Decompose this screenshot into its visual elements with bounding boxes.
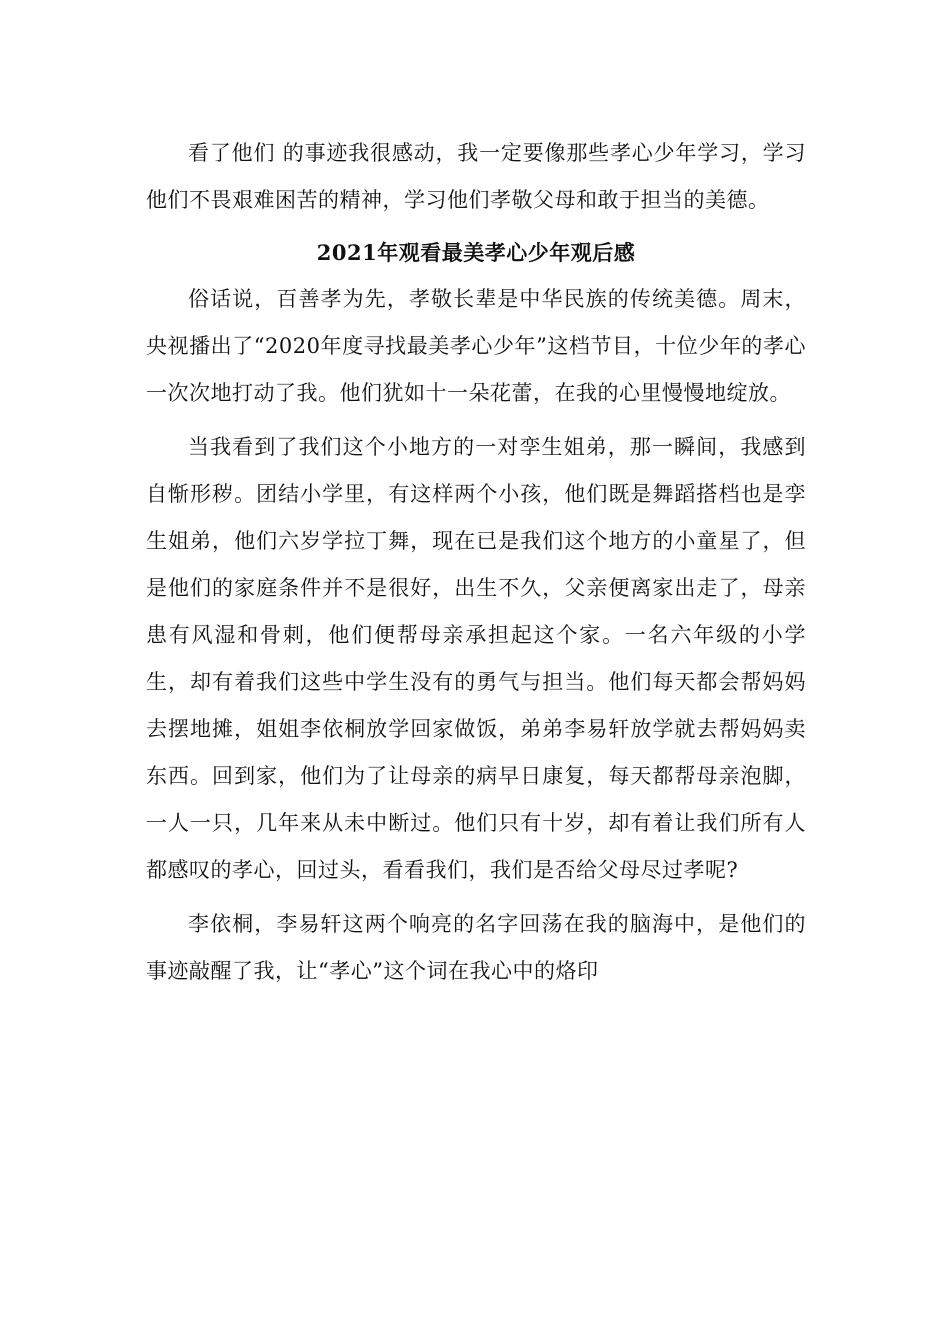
intro-paragraph: 看了他们 的事迹我很感动，我一定要像那些孝心少年学习，学习他们不畏艰难困苦的精神，学习他们孝敬父母和敢于担当的美德。 <box>146 141 806 212</box>
paragraph-gap <box>146 417 806 424</box>
document-body <box>146 130 806 995</box>
body-paragraph-2: 当我看到了我们这个小地方的一对孪生姐弟，那一瞬间，我感到自惭形秽。团结小学里，有这样两个小孩，他们既是舞蹈搭档也是孪生姐弟，他们六岁学拉丁舞，现在已是我们这个地方的小童星了，但是他们的家庭条件并不是很好，出生不久，父亲便离家出走了，母亲患有风湿和骨刺，他们便帮母亲承担起这个家。一名六年级的小学生，却有着我们这些中学生没有的勇气与担当。他们每天都会帮妈妈去摆地摊，姐姐李依桐放学回家做饭，弟弟李易轩放学就去帮妈妈卖东西。回到家，他们为了让母亲的病早日康复，每天都帮母亲泡脚，一人一只，几年来从未中断过。他们只有十岁，却有着让我们所有人都感叹的孝心，回过头，看看我们，我们是否给父母尽过孝呢? <box>146 435 806 882</box>
essay-title: 2021年观看最美孝心少年观后感 <box>316 240 636 265</box>
paragraph-gap <box>146 894 806 901</box>
body-paragraph-1: 俗话说，百善孝为先，孝敬长辈是中华民族的传统美德。周末，央视播出了“2020年度寻找最美孝心少年”这档节目，十位少年的孝心一次次地打动了我。他们犹如十一朵花蕾，在我的心里慢慢地绽放。 <box>146 287 806 405</box>
body-paragraph-3: 李依桐，李易轩这两个响亮的名字回荡在我的脑海中，是他们的事迹敲醒了我，让“孝心”这个词在我心中的烙印 <box>146 912 806 983</box>
